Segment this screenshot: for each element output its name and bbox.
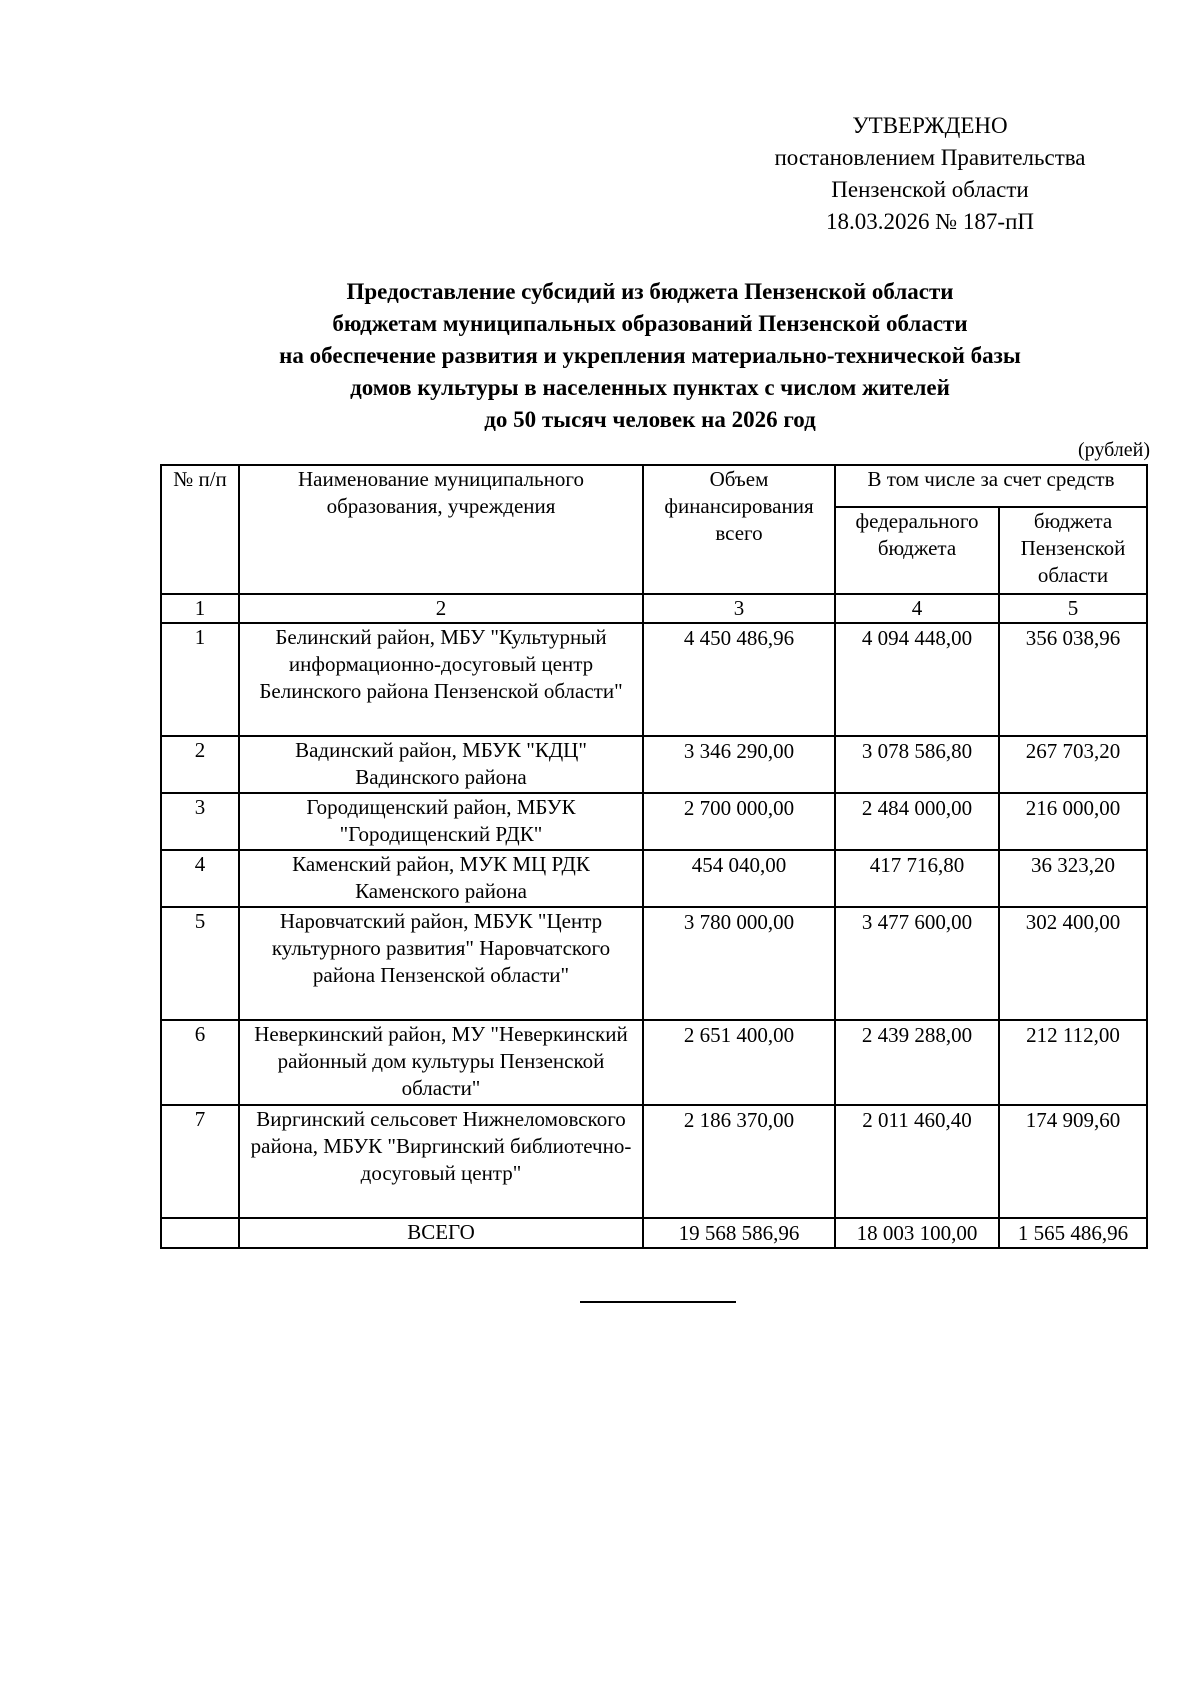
table-row [161,1020,1147,1105]
column-number: 4 [835,594,999,623]
title-line: на обеспечение развития и укрепления материально-технической базы [279,343,1021,368]
title-line: домов культуры в населенных пунктах с числом жителей [350,375,950,400]
row-name: Каменский район, МУК МЦ РДК Каменского района [239,850,643,907]
row-name: Городищенский район, МБУК "Городищенский РДК" [239,793,643,850]
row-federal: 2 011 460,40 [835,1105,999,1218]
row-name: Вадинский район, МБУК "КДЦ" Вадинского района [239,736,643,793]
row-federal: 2 439 288,00 [835,1020,999,1105]
row-num: 5 [161,907,239,1020]
row-total: 3 346 290,00 [643,736,835,793]
row-regional: 36 323,20 [999,850,1147,907]
row-total: 2 700 000,00 [643,793,835,850]
row-total: 4 450 486,96 [643,623,835,736]
title-line: бюджетам муниципальных образований Пензенской области [332,311,968,336]
row-name: Виргинский сельсовет Нижнеломовского района, МБУК "Виргинский библиотечно-досуговый центр" [239,1105,643,1218]
row-federal: 417 716,80 [835,850,999,907]
subsidy-table [160,464,1148,1249]
table-row [161,736,1147,793]
approval-region: Пензенской области [831,177,1029,202]
row-regional: 216 000,00 [999,793,1147,850]
column-number-row [161,594,1147,623]
end-separator-line [580,1301,736,1303]
row-num: 6 [161,1020,239,1105]
table-row [161,1105,1147,1218]
header-federal: федерального бюджета [835,507,999,594]
row-name: Неверкинский район, МУ "Неверкинский районный дом культуры Пензенской области" [239,1020,643,1105]
row-regional: 302 400,00 [999,907,1147,1020]
header-including: В том числе за счет средств [835,465,1147,507]
row-federal: 4 094 448,00 [835,623,999,736]
column-number: 1 [161,594,239,623]
total-regional: 1 565 486,96 [999,1218,1147,1248]
header-total: Объем финансирования всего [643,465,835,594]
column-number: 2 [239,594,643,623]
row-regional: 212 112,00 [999,1020,1147,1105]
row-num: 2 [161,736,239,793]
row-federal: 2 484 000,00 [835,793,999,850]
row-total: 3 780 000,00 [643,907,835,1020]
header-regional: бюджета Пензенской области [999,507,1147,594]
total-num [161,1218,239,1248]
row-total: 2 651 400,00 [643,1020,835,1105]
table-row [161,793,1147,850]
row-num: 7 [161,1105,239,1218]
row-regional: 267 703,20 [999,736,1147,793]
header-row [161,465,1147,507]
row-federal: 3 078 586,80 [835,736,999,793]
row-name: Наровчатский район, МБУК "Центр культурного развития" Наровчатского района Пензенской области" [239,907,643,1020]
column-number: 5 [999,594,1147,623]
row-num: 4 [161,850,239,907]
row-regional: 174 909,60 [999,1105,1147,1218]
row-regional: 356 038,96 [999,623,1147,736]
row-federal: 3 477 600,00 [835,907,999,1020]
row-num: 1 [161,623,239,736]
row-name: Белинский район, МБУ "Культурный информационно-досуговый центр Белинского района Пензенской области" [239,623,643,736]
units-label: (рублей) [1077,439,1150,461]
total-amount: 19 568 586,96 [643,1218,835,1248]
header-name: Наименование муниципального образования, учреждения [239,465,643,594]
row-total: 2 186 370,00 [643,1105,835,1218]
approval-date-number: 18.03.2026 № 187-пП [825,209,1035,234]
row-num: 3 [161,793,239,850]
approval-authority: постановлением Правительства [774,145,1086,170]
title-line: Предоставление субсидий из бюджета Пензенской области [346,279,954,304]
total-label: ВСЕГО [239,1218,643,1248]
approval-heading: УТВЕРЖДЕНО [852,113,1008,138]
row-total: 454 040,00 [643,850,835,907]
header-num: № п/п [161,465,239,594]
column-number: 3 [643,594,835,623]
table-row [161,850,1147,907]
approval-stamp [720,110,1140,238]
table-row [161,623,1147,736]
document-title [150,276,1150,436]
title-line: до 50 тысяч человек на 2026 год [484,407,816,432]
table-row [161,907,1147,1020]
total-row [161,1218,1147,1248]
total-federal: 18 003 100,00 [835,1218,999,1248]
